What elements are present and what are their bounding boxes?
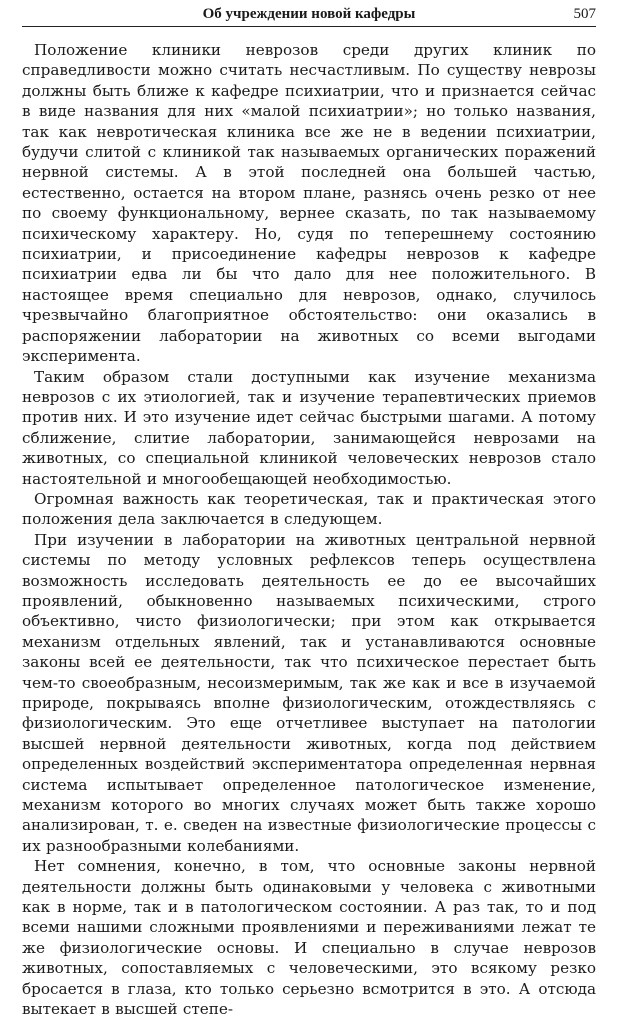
running-title: Об учреждении новой кафедры bbox=[202, 6, 416, 22]
paragraph: Таким образом стали доступными как изучение механизма неврозов с их этиологией, так и изучение терапевтических приемов против них. И это изучение идет сейчас быстрыми шагами. А потому сближение, слитие лаборатории, занимающейся неврозами на животных, со специальной клиникой человеческих неврозов стало настоятельной и многообещающей необходимостью. bbox=[22, 367, 596, 488]
paragraph: Огромная важность как теоретическая, так и практическая этого положения дела заключается в следующем. bbox=[22, 489, 596, 529]
paragraph: При изучении в лаборатории на животных центральной нервной системы по методу условных рефлексов теперь осуществлена возможность исследовать деятельность ее до ее высочайших проявлений, обыкновенно называемых психическими, строго объективно, чисто физиологически; при этом как открывается механизм отдельных явлений, так и устанавливаются основные законы всей ее деятельности, так что психическое перестает быть чем-то своеобразным, несоизмеримым, так же как и все в изучаемой природе, покрываясь вполне физиологическим, отождествляясь с физиологическим. Это еще отчетливее выступает на патологии высшей нервной деятельности животных, когда под действием определенных воздействий экспериментатора определенная нервная система испытывает определенное патологическое изменение, механизм которого во многих случаях может быть также хорошо анализирован, т. е. сведен на известные физиологические процессы с их разнообразными колебаниями. bbox=[22, 530, 596, 855]
article-body bbox=[22, 40, 596, 1020]
page-number: 507 bbox=[573, 6, 596, 22]
paragraph: Положение клиники неврозов среди других клиник по справедливости можно считать несчастливым. По существу неврозы должны быть ближе к кафедре психиатрии, что и признается сейчас в виде названия для них «малой психиатрии»; но только названия, так как невротическая клиника все же не в ведении психиатрии, будучи слитой с клиникой так называемых органических поражений нервной системы. А в этой последней она большей частью, естественно, остается на втором плане, разнясь очень резко от нее по своему функциональному, вернее сказать, по так называемому психическому характеру. Но, судя по теперешнему состоянию психиатрии, и присоединение кафедры неврозов к кафедре психиатрии едва ли бы что дало для нее положительного. В настоящее время специально для неврозов, однако, случилось чрезвычайно благоприятное обстоятельство: они оказались в распоряжении лаборатории на животных со всеми выгодами эксперимента. bbox=[22, 41, 596, 366]
running-header bbox=[22, 0, 596, 27]
paragraph: Нет сомнения, конечно, в том, что основные законы нервной деятельности должны быть одинаковыми у человека с животными как в норме, так и в патологическом состоянии. А раз так, то и под всеми нашими сложными проявлениями и переживаниями лежат те же физиологические основы. И специально в случае неврозов животных, сопоставляемых с человеческими, это всякому резко бросается в глаза, кто только серьезно всмотрится в это. А отсюда вытекает в высшей степе- bbox=[22, 857, 596, 1019]
